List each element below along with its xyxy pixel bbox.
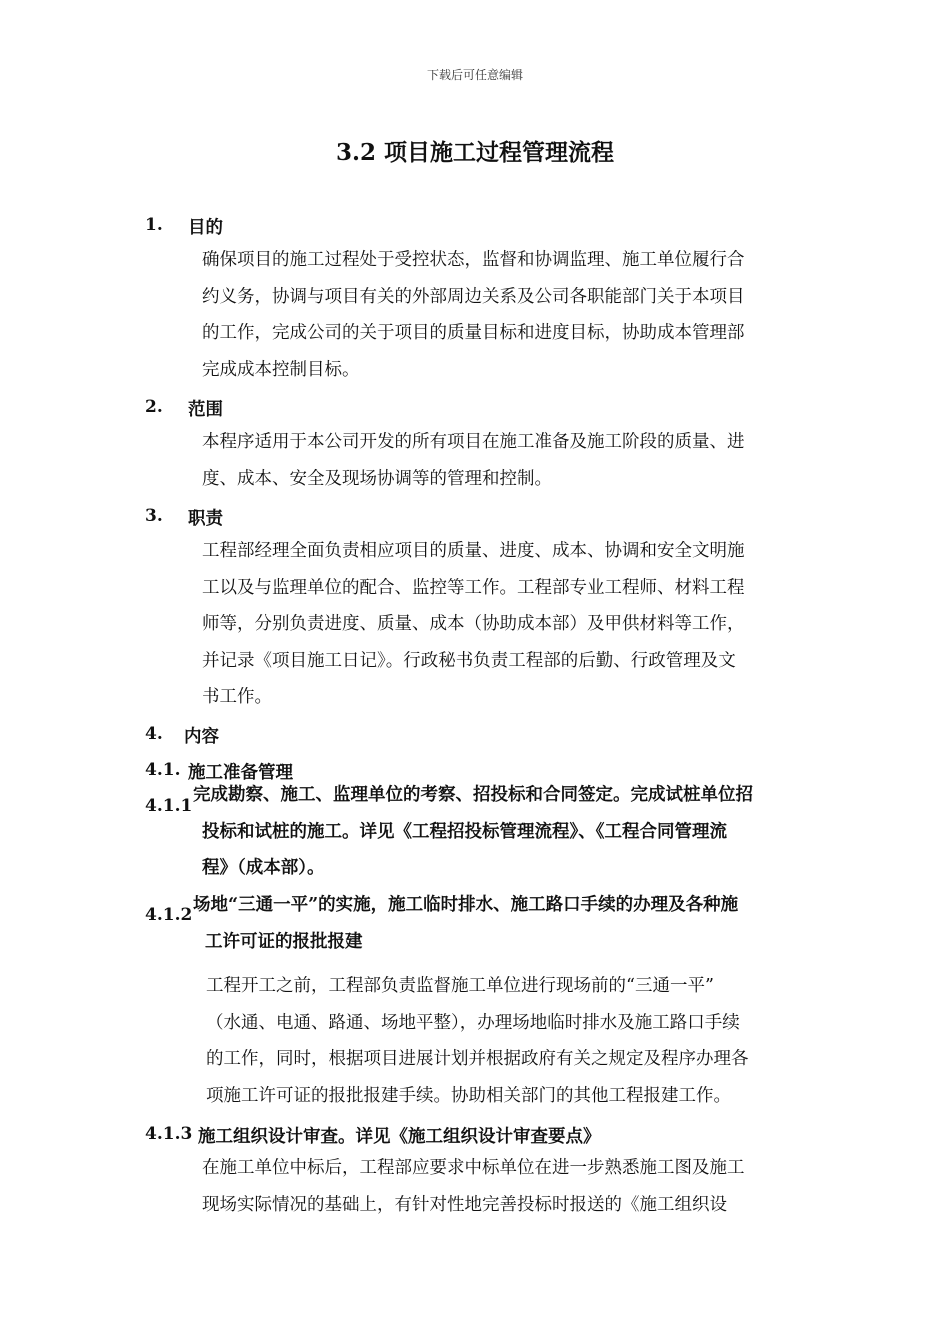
text-line: 工程开工之前，工程部负责监督施工单位进行现场前的“三通一平” <box>206 976 714 996</box>
section-1-number: 1. <box>145 215 163 235</box>
text-line: 在施工单位中标后，工程部应要求中标单位在进一步熟悉施工图及施工 <box>202 1158 745 1178</box>
text-line: 的工作，同时，根据项目进展计划并根据政府有关之规定及程序办理各 <box>206 1049 749 1069</box>
text-line: 项施工许可证的报批报建手续。协助相关部门的其他工程报建工作。 <box>206 1085 731 1106</box>
section-4-1-number: 4.1. <box>145 760 181 780</box>
section-4-1-2-heading <box>193 887 738 960</box>
section-4-1-3-number: 4.1.3 <box>145 1124 193 1144</box>
section-1-heading: 目的 <box>188 218 223 238</box>
text-line: 的工作，完成公司的关于项目的质量目标和进度目标，协助成本管理部 <box>202 323 745 343</box>
section-3-number: 3. <box>145 506 163 526</box>
text-line: 程》（成本部）。 <box>202 858 325 878</box>
section-4-1-2-number: 4.1.2 <box>145 905 193 925</box>
section-4-number: 4. <box>145 724 163 744</box>
text-line: 现场实际情况的基础上，有针对性地完善投标时报送的《施工组织设 <box>202 1194 727 1215</box>
text-line: 约义务，协调与项目有关的外部周边关系及公司各职能部门关于本项目 <box>202 286 745 307</box>
text-line: 工以及与监理单位的配合、监控等工作。工程部专业工程师、材料工程 <box>202 577 745 598</box>
section-4-1-1-number: 4.1.1 <box>145 796 193 816</box>
section-4-1-1-heading <box>193 777 753 887</box>
text-line: 工许可证的报批报建 <box>205 931 363 952</box>
section-4-1-heading: 施工准备管理 <box>188 763 293 783</box>
text-line: 师等，分别负责进度、质量、成本（协助成本部）及甲供材料等工作， <box>202 614 745 634</box>
section-2-number: 2. <box>145 397 163 417</box>
section-2-body <box>202 424 745 497</box>
page-header: 下载后可任意编辑 <box>426 68 523 82</box>
section-3-body <box>202 533 745 716</box>
text-line: 度、成本、安全及现场协调等的管理和控制。 <box>202 468 552 489</box>
text-line: 本程序适用于本公司开发的所有项目在施工准备及施工阶段的质量、进 <box>202 432 745 452</box>
text-line: 确保项目的施工过程处于受控状态，监督和协调监理、施工单位履行合 <box>202 250 745 270</box>
text-line: 书工作。 <box>202 687 272 707</box>
section-1-body <box>202 242 745 388</box>
section-4-heading: 内容 <box>184 727 219 747</box>
page-title: 3.2 项目施工过程管理流程 <box>335 139 615 166</box>
text-line: 完成勘察、施工、监理单位的考察、招投标和合同签定。完成试桩单位招 <box>193 785 753 805</box>
section-4-1-3-body <box>202 1150 745 1223</box>
text-line: 完成成本控制目标。 <box>202 359 360 380</box>
text-line: （水通、电通、路通、场地平整），办理场地临时排水及施工路口手续 <box>206 1012 740 1033</box>
text-line: 场地“三通一平”的实施，施工临时排水、施工路口手续的办理及各种施 <box>193 895 739 915</box>
text-line: 投标和试桩的施工。详见《工程招投标管理流程》、《工程合同管理流 <box>202 821 727 842</box>
section-4-1-3-heading: 施工组织设计审查。详见《施工组织设计审查要点》 <box>198 1127 601 1147</box>
section-2-heading: 范围 <box>188 400 223 420</box>
section-4-1-2-body <box>206 968 749 1114</box>
text-line: 工程部经理全面负责相应项目的质量、进度、成本、协调和安全文明施 <box>202 541 745 561</box>
text-line: 并记录《项目施工日记》。行政秘书负责工程部的后勤、行政管理及文 <box>202 650 736 671</box>
section-3-heading: 职责 <box>188 509 223 529</box>
